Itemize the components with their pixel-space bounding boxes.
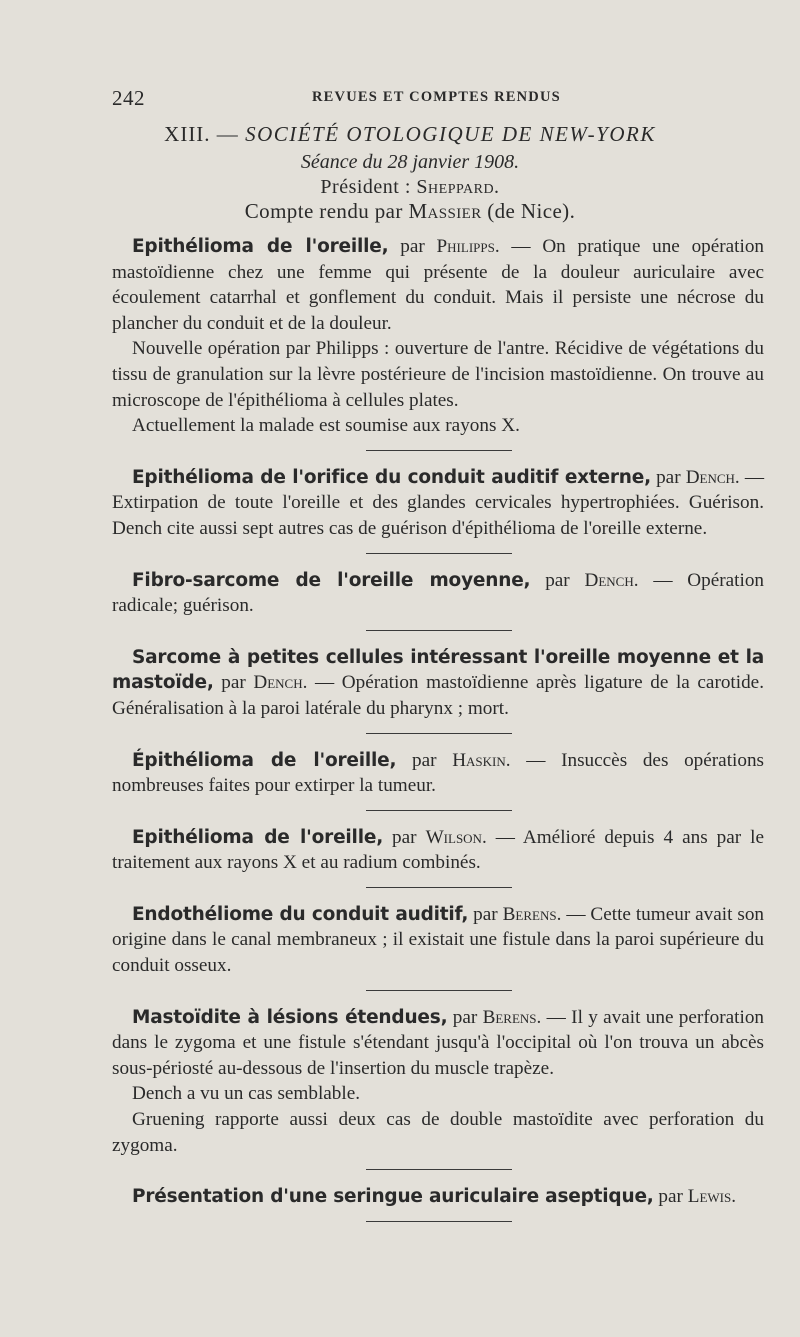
entry-text: — Cette tumeur avait son origine dans le canal membraneux ; il existait une fistule dans la paroi supérieure du conduit osseux. — [112, 903, 765, 977]
president-name: Sheppard. — [416, 176, 500, 198]
entry-by: par — [656, 466, 681, 488]
entry-by: par — [452, 1006, 478, 1028]
entry-text: — Opération mastoïdienne après ligature de la carotide. Généralisation à la paroi latérale du pharynx ; mort. — [112, 672, 764, 719]
section-title — [0, 122, 800, 147]
article-body — [112, 234, 764, 1236]
entry-author: Lewis. — [687, 1186, 737, 1208]
entry-author: Berens. — [482, 1006, 542, 1028]
entry-endotheliome — [112, 902, 764, 979]
entry-by: par — [392, 826, 417, 848]
entry-sarcome — [112, 645, 764, 722]
entry-paragraph — [112, 645, 764, 722]
entry-title: Fibro-sarcome de l'oreille moyenne, — [132, 569, 531, 591]
entry-paragraph — [112, 902, 764, 979]
separator-rule — [112, 799, 764, 825]
session-date: Séance du 28 janvier 1908. — [300, 151, 520, 173]
entry-paragraph — [112, 748, 764, 799]
entry-text: — Extirpation de toute l'oreille et des glandes cervicales hypertrophiées. Guérison. Dench cite aussi sept autres cas de guérison d'épithélioma de l'oreille externe. — [112, 466, 765, 539]
entry-title: Épithélioma de l'oreille, — [132, 749, 397, 771]
entry-author: Dench. — [253, 672, 308, 694]
entry-epithelioma-philipps — [112, 234, 764, 439]
entry-text: — Opération radicale; guérison. — [112, 569, 765, 617]
entry-title: Epithélioma de l'oreille, — [132, 236, 389, 257]
entry-author: Dench. — [685, 466, 740, 488]
society-name: SOCIÉTÉ OTOLOGIQUE DE NEW-YORK — [245, 122, 656, 146]
separator-rule — [112, 439, 764, 465]
president-line — [0, 176, 800, 199]
entry-author: Berens. — [502, 903, 562, 925]
separator-rule — [112, 1158, 764, 1184]
running-head: REVUES ET COMPTES RENDUS — [312, 89, 561, 105]
separator-rule — [112, 722, 764, 748]
entry-title: Epithélioma de l'oreille, — [132, 826, 384, 848]
entry-paragraph — [112, 465, 764, 542]
entry-paragraph — [112, 1005, 764, 1082]
entry-fibro-sarcome — [112, 568, 764, 619]
entry-by: par — [658, 1186, 683, 1208]
page-header — [112, 86, 762, 110]
entry-author: Philipps. — [436, 236, 500, 257]
entry-paragraph: Dench a vu un cas semblable. — [132, 1083, 361, 1105]
entry-paragraph — [112, 1184, 764, 1210]
entry-by: par — [545, 569, 570, 591]
entry-text: — Amélioré depuis 4 ans par le traitement aux rayons X et au radium combinés. — [112, 826, 765, 874]
entry-by: par — [412, 749, 437, 771]
entry-epithelioma-haskin — [112, 748, 764, 799]
entry-author: Haskin. — [452, 749, 511, 771]
entry-title: Sarcome à petites cellules intéressant l'oreille moyenne et la mastoïde, — [112, 646, 764, 694]
report-label: Compte rendu par — [244, 199, 403, 223]
entry-paragraph — [112, 825, 764, 876]
separator-rule — [112, 1210, 764, 1236]
entry-title: Mastoïdite à lésions étendues, — [132, 1006, 448, 1028]
entry-author: Dench. — [584, 569, 639, 591]
report-author: Massier — [408, 199, 482, 223]
president-label: Président : — [320, 176, 411, 198]
entry-paragraph — [112, 568, 764, 619]
entry-title: Endothéliome du conduit auditif, — [132, 903, 469, 925]
entry-author: Wilson. — [425, 826, 487, 848]
entry-paragraph: Actuellement la malade est soumise aux rayons X. — [132, 415, 520, 437]
entry-paragraph: Gruening rapporte aussi deux cas de double mastoïdite avec perforation du zygoma. — [112, 1109, 764, 1156]
entry-by: par — [400, 236, 425, 257]
separator-rule — [112, 876, 764, 902]
entry-title: Epithélioma de l'orifice du conduit auditif externe, — [132, 466, 651, 488]
report-line — [0, 199, 800, 224]
entry-epithelioma-wilson — [112, 825, 764, 876]
entry-paragraph — [112, 234, 764, 336]
entry-mastoidite — [112, 1005, 764, 1159]
entry-text: — Il y avait une perforation dans le zygoma et une fistule s'étendant jusqu'à l'occipital où l'on trouva un abcès sous-périosté au-dessous de l'insertion du muscle trapèze. — [112, 1006, 765, 1079]
entry-paragraph: Nouvelle opération par Philipps : ouverture de l'antre. Récidive de végétations du tissu de granulation sur la lèvre postérieure de l'incision mastoïdienne. On trouve au microscope de l'épithélioma à cellules plates. — [112, 338, 764, 411]
entry-text: — Insuccès des opérations nombreuses faites pour extirper la tumeur. — [112, 749, 765, 797]
entry-by: par — [473, 903, 498, 925]
separator-rule — [112, 542, 764, 568]
entry-by: par — [221, 672, 246, 694]
entry-text: — On pratique une opération mastoïdienne chez une femme qui présente de la douleur auriculaire avec écoulement catarrhal et gonflement du conduit. Mais il persiste une nécrose du plancher du conduit et de la douleur. — [112, 236, 765, 334]
entry-seringue — [112, 1184, 764, 1210]
separator-rule — [112, 979, 764, 1005]
separator-rule — [112, 619, 764, 645]
report-location: (de Nice). — [487, 199, 576, 223]
entry-orifice-dench — [112, 465, 764, 542]
entry-title: Présentation d'une seringue auriculaire aseptique, — [132, 1186, 654, 1208]
section-number: XIII. — — [164, 122, 239, 146]
page-number: 242 — [112, 86, 145, 110]
